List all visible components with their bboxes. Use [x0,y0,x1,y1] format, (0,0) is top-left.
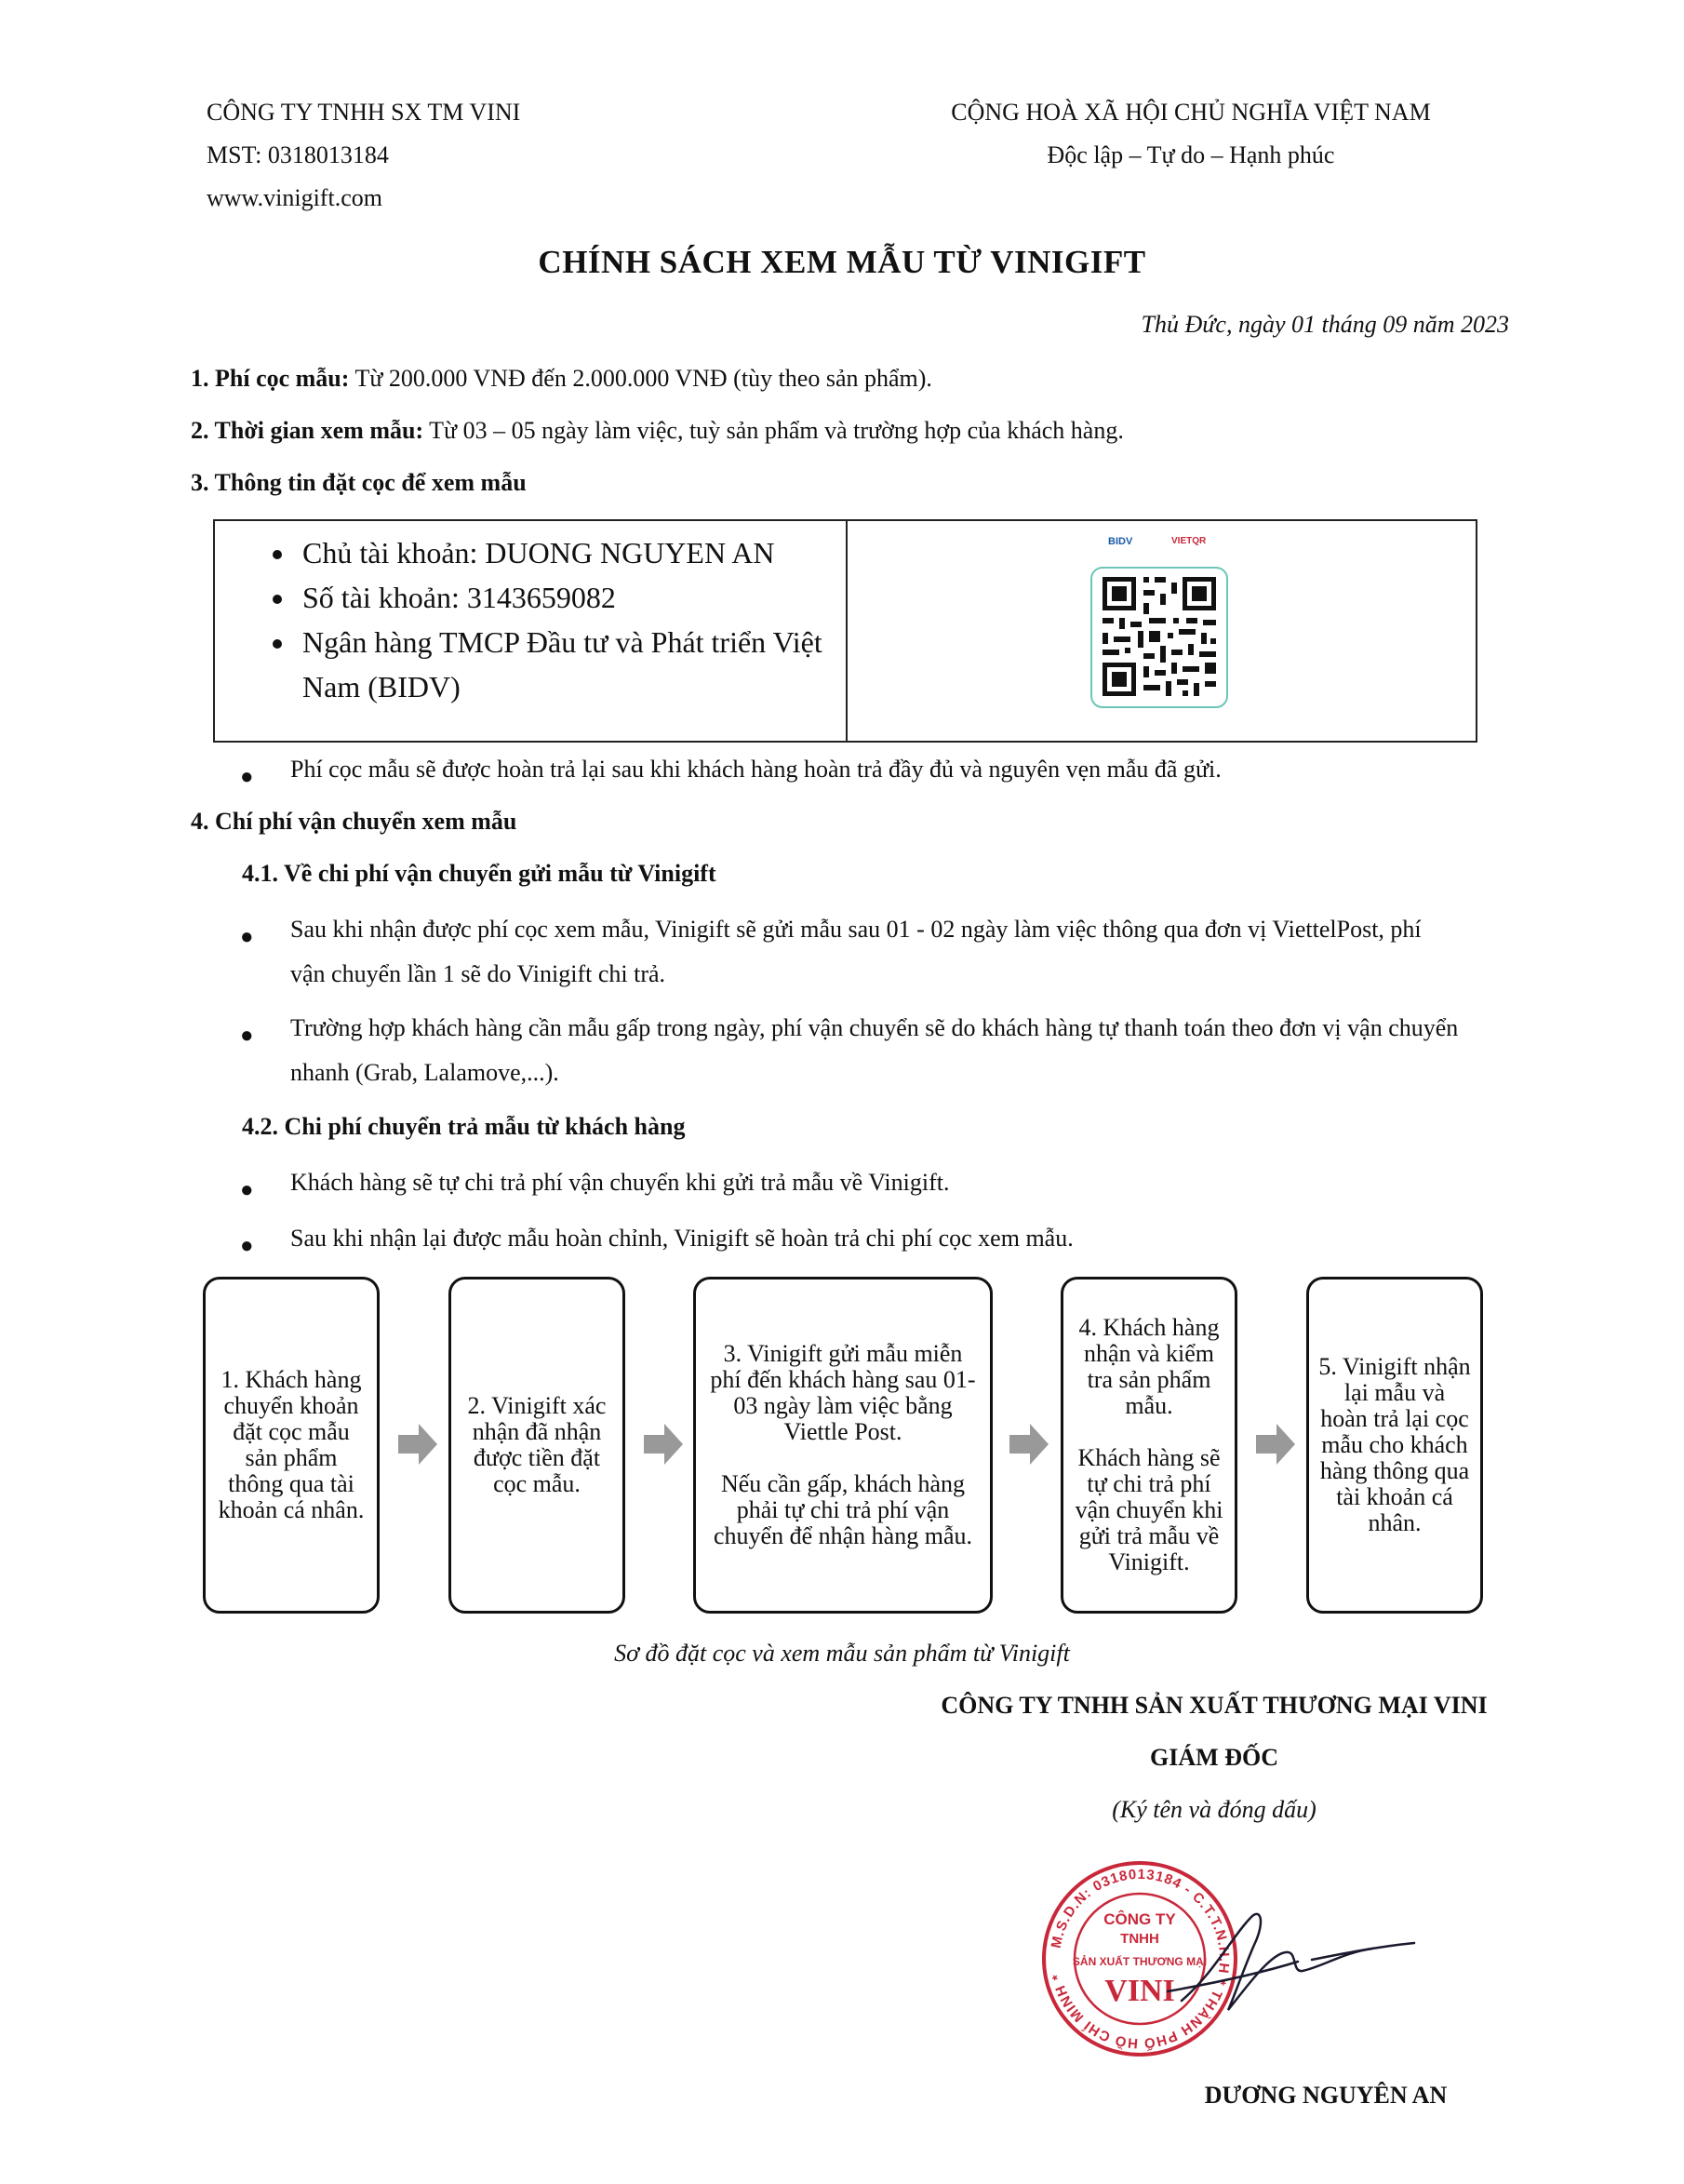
date-line: Thủ Đức, ngày 01 tháng 09 năm 2023 [1141,311,1509,338]
flow-step-5-text: 5. Vinigift nhận lại mẫu và hoàn trả lại cọc mẫu cho khách hàng thông qua tài khoản cá nhân. [1318,1353,1471,1536]
document-title: CHÍNH SÁCH XEM MẪU TỪ VINIGIFT [538,244,1146,280]
section-4-label: 4. Chí phí vận chuyển xem mẫu [191,808,517,835]
account-holder: • Chủ tài khoản: DUONG NGUYEN AN [297,530,846,575]
shipping-note-1-line-2: vận chuyển lần 1 sẽ do Vinigift chi trả. [290,960,666,987]
company-header [207,91,520,220]
arrow-right-icon [1256,1424,1295,1465]
section-4-2-label: 4.2. Chi phí chuyển trả mẫu từ khách hàng [242,1113,686,1140]
bank-info-list [252,530,846,709]
payment-qr-code [1089,536,1229,722]
bank-info-table [213,519,1477,743]
arrow-right-icon [1009,1424,1049,1465]
flow-step-3-text-b: Nếu cần gấp, khách hàng phải tự chi trả phí vận chuyển để nhận hàng mẫu. [714,1470,972,1549]
section-1 [191,365,932,393]
flow-step-2-text: 2. Vinigift xác nhận đã nhận được tiền đặt cọc mẫu. [467,1392,607,1497]
return-note-1: Khách hàng sẽ tự chi trả phí vận chuyển khi gửi trả mẫu về Vinigift. [290,1169,950,1196]
national-motto: Độc lập – Tự do – Hạnh phúc [1047,141,1335,168]
bullet-dot-icon: ● [240,925,254,949]
flow-step-5 [1306,1277,1483,1614]
flow-step-4-text-b: Khách hàng sẽ tự chi trả phí vận chuyển khi gửi trả mẫu về Vinigift. [1075,1444,1223,1575]
website-link[interactable]: www.vinigift.com [207,184,382,211]
section-4-1-label: 4.1. Về chi phí vận chuyển gửi mẫu từ Vinigift [242,860,716,887]
shipping-note-2-line-1: Trường hợp khách hàng cần mẫu gấp trong ngày, phí vận chuyển sẽ do khách hàng tự thanh toán theo đơn vị vận chuyển [290,1014,1459,1041]
company-name: CÔNG TY TNHH SX TM VINI [207,99,521,126]
stamp-line-4: VINI [1104,1974,1175,2008]
signature-position: GIÁM ĐỐC [1150,1744,1278,1771]
flow-caption: Sơ đồ đặt cọc và xem mẫu sản phẩm từ Vinigift [614,1640,1070,1667]
account-number: • Số tài khoản: 3143659082 [297,575,846,620]
shipping-note-2-line-2: nhanh (Grab, Lalamove,...). [290,1059,559,1086]
national-header [930,91,1451,177]
flow-step-1 [203,1277,380,1614]
shipping-note-1-line-1: Sau khi nhận được phí cọc xem mẫu, Vinigift sẽ gửi mẫu sau 01 - 02 ngày làm việc thông qua đơn vị ViettelPost, phí [290,916,1422,943]
section-1-text: Từ 200.000 VNĐ đến 2.000.000 VNĐ (tùy theo sản phẩm). [349,365,932,392]
section-2-text: Từ 03 – 05 ngày làm việc, tuỳ sản phẩm và trường hợp của khách hàng. [423,417,1124,444]
stamp-line-1: CÔNG TY [1103,1910,1176,1928]
refund-note: Phí cọc mẫu sẽ được hoàn trả lại sau khi khách hàng hoàn trả đầy đủ và nguyên vẹn mẫu đã gửi. [290,756,1222,783]
flow-step-3 [693,1277,993,1614]
arrow-right-icon [644,1424,683,1465]
section-2 [191,417,1124,445]
vietqr-logo: VIETQR [1171,536,1207,546]
country-name: CỘNG HOÀ XÃ HỘI CHỦ NGHĨA VIỆT NAM [951,99,1431,126]
flow-step-4-text-a: 4. Khách hàng nhận và kiểm tra sản phẩm mẫu. [1078,1314,1220,1419]
stamp-line-3: SẢN XUẤT THƯƠNG MẠI [1072,1955,1208,1968]
bank-name: • Ngân hàng TMCP Đầu tư và Phát triển Việt Nam (BIDV) [297,620,846,709]
company-stamp [1042,1852,1470,2066]
flow-step-2 [448,1277,625,1614]
bidv-logo: BIDV [1108,536,1133,547]
tax-code: MST: 0318013184 [207,141,389,168]
bullet-dot-icon: ● [240,1234,254,1258]
flow-step-4 [1061,1277,1237,1614]
bullet-dot-icon: ● [240,765,254,789]
flow-step-3-text-a: 3. Vinigift gửi mẫu miễn phí đến khách hàng sau 01- 03 ngày làm việc bằng Viettle Post. [710,1340,976,1445]
section-2-label: 2. Thời gian xem mẫu: [191,417,424,444]
signature-instruction: (Ký tên và đóng dấu) [1112,1796,1316,1823]
stamp-line-2: TNHH [1120,1931,1159,1947]
section-1-label: 1. Phí cọc mẫu: [191,365,350,392]
section-3-label: 3. Thông tin đặt cọc để xem mẫu [191,469,527,496]
return-note-2: Sau khi nhận lại được mẫu hoàn chỉnh, Vinigift sẽ hoàn trả chi phí cọc xem mẫu. [290,1225,1074,1252]
signature-company: CÔNG TY TNHH SẢN XUẤT THƯƠNG MẠI VINI [941,1692,1488,1719]
flow-step-1-text: 1. Khách hàng chuyển khoản đặt cọc mẫu sản phẩm thông qua tài khoản cá nhân. [218,1366,365,1523]
bullet-dot-icon: ● [240,1024,254,1048]
qr-code-icon [1089,566,1229,715]
bullet-dot-icon: ● [240,1178,254,1202]
table-divider [846,521,848,741]
signer-name: DƯƠNG NGUYÊN AN [1204,2082,1448,2109]
stamp-ring-text: M.S.D.N: 0318013184 - C.T.T.N.H.H * THÀNH PHỐ HỒ CHÍ MINH * [1048,1866,1233,2052]
arrow-right-icon [398,1424,437,1465]
